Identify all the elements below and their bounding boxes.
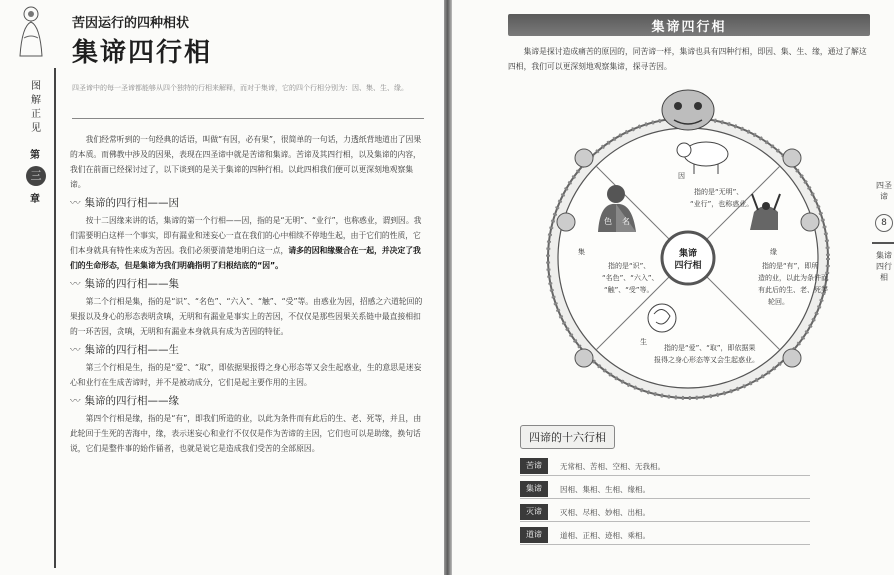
cloud-icon: 〰 xyxy=(70,395,81,407)
table-row xyxy=(520,457,810,476)
quadrant-name-yin: 因 xyxy=(678,172,685,180)
row-value: 灭相、尽相、妙相、出相。 xyxy=(560,507,650,517)
embryo-icon xyxy=(648,304,676,332)
row-key: 苦谛 xyxy=(520,458,548,474)
divider xyxy=(72,118,424,119)
section-text: 第二个行相是集，指的是“识”、“名色”、“六入”、“触”、“受”等。由惑业为因，招感之六道轮回的果报以及身心的形态表明贪嗔，无明和有漏业是事实上的苦因，不仅仅是那些因果关系链中最直接相扣的一环苦因，贪嗔，无明和有漏业本身就具有成为苦因的特征。 xyxy=(70,297,423,336)
section-heading xyxy=(70,394,426,409)
banner-title: 集谛四行相 xyxy=(651,20,727,35)
right-page xyxy=(452,0,894,575)
side-tab-label: 四圣谛 xyxy=(876,181,892,201)
chapter-suffix: 章 xyxy=(30,194,40,205)
quadrant-ji-text: “名色”、“六入”、 xyxy=(602,274,659,282)
rim-ornament xyxy=(783,149,801,167)
page-title: 集谛四行相 xyxy=(72,38,213,68)
center-label-1: 集谛 xyxy=(678,249,698,259)
side-tab-number: 8 xyxy=(875,214,893,232)
figure-label-ming: 名 xyxy=(622,217,630,226)
left-page xyxy=(0,0,444,575)
row-key: 灭谛 xyxy=(520,504,548,520)
rim-ornament xyxy=(575,149,593,167)
section-heading-text: 集谛的四行相——缘 xyxy=(84,395,179,407)
quadrant-sheng-text: 报得之身心形态等又会生起惑业。 xyxy=(654,356,759,364)
sixteen-aspects-table xyxy=(520,457,810,549)
body-text xyxy=(70,132,426,458)
quadrant-yuan-text: 指的是“有”，即所 xyxy=(762,262,819,270)
chapter-prefix: 第 xyxy=(30,150,40,161)
rim-ornament xyxy=(575,349,593,367)
quadrant-yuan-text: 造的业，以此为条件而 xyxy=(758,274,828,282)
quadrant-ji-text: 指的是“识”、 xyxy=(608,262,651,270)
quadrant-name-sheng: 生 xyxy=(640,338,647,346)
page-subtitle: 苦因运行的四种相状 xyxy=(72,16,190,31)
cloud-icon: 〰 xyxy=(70,278,81,290)
section-text xyxy=(70,213,426,273)
monk-figure-icon xyxy=(14,4,48,58)
section-heading-text: 集谛的四行相——集 xyxy=(84,278,179,290)
row-value: 因相、集相、生相、缘相。 xyxy=(560,484,650,494)
row-value: 无常相、苦相、空相、无我相。 xyxy=(560,461,665,471)
section-heading-text: 集谛的四行相——因 xyxy=(84,197,179,209)
left-sidebar-rule xyxy=(8,68,56,568)
cloud-icon: 〰 xyxy=(70,344,81,356)
four-aspects-wheel xyxy=(544,82,832,402)
quadrant-sheng-text: 指的是“爱”、“取”，即依据果 xyxy=(664,344,756,352)
row-value: 道相、正相、迹相、乘相。 xyxy=(560,530,650,540)
quadrant-ji-text: “触”、“受”等。 xyxy=(604,286,654,294)
quadrant-yin-text: “业行”，也称惑业。 xyxy=(690,200,754,208)
demon-head-icon xyxy=(662,90,714,130)
section-heading-text: 集谛的四行相——生 xyxy=(84,344,179,356)
quadrant-yuan-text: 轮回。 xyxy=(768,298,789,306)
quadrant-yuan-text: 有此后的生、老、死等 xyxy=(758,286,828,294)
rim-ornament xyxy=(783,349,801,367)
table-row xyxy=(520,503,810,522)
intro-text: 四圣谛中的每一圣谛都能够从四个独特的行相来解释，而对于集谛，它的四个行相分别为：因、集、生、缘。 xyxy=(72,84,408,92)
row-key: 集谛 xyxy=(520,481,548,497)
section-heading xyxy=(70,343,426,358)
row-key: 道谛 xyxy=(520,527,548,543)
quadrant-yin-text: 指的是“无明”、 xyxy=(694,188,744,196)
sixteen-aspects-title: 四谛的十六行相 xyxy=(520,425,615,449)
rim-ornament xyxy=(801,213,819,231)
quadrant-name-ji: 集 xyxy=(578,248,585,256)
chapter-number-badge: 三 xyxy=(26,166,46,186)
side-tab-rule xyxy=(872,242,894,244)
figure-label-se: 色 xyxy=(604,217,612,226)
quadrant-name-yuan: 缘 xyxy=(770,248,777,256)
section-heading xyxy=(70,196,426,211)
book-gutter xyxy=(444,0,452,575)
cloud-icon: 〰 xyxy=(70,197,81,209)
table-row xyxy=(520,480,810,499)
section-text-plain: 按十二因缘来讲的话，集谛的第一个行相——因，指的是“无明”、“业行”，也称惑业，谓到因。我们需要明白这样一个事实，即有漏业和迷妄心一直在我们的心中相续不停地生起，由于它们的性质，它们本身就具有特性来成为苦因。我们必须要清楚地明白这一点， xyxy=(70,216,422,255)
side-tab-sub: 集谛四行相 xyxy=(876,251,892,282)
paragraph: 我们经常听到的一句经典的话语，叫做“有因，必有果”，很简单的一句话，力透纸背地道出了因果的本质。而佛教中涉及的因果，表现在四圣谛中就是苦谛和集谛。苦谛及其四行相，以及集谛的内容，我们在前面已经探讨过了，以下谈到的是关于集谛的四种行相。以此四相我们便可以更深刻地观察集谛。 xyxy=(70,135,422,189)
center-label-2: 四行相 xyxy=(674,261,702,271)
right-intro-text: 集谛是探讨造成痛苦的原因的，同苦谛一样，集谛也具有四种行相，即因、集、生、缘，通过了解这四相，我们可以更深刻地观察集谛，探寻苦因。 xyxy=(508,47,867,71)
section-text-bold: 请多的因和缘聚合在一起，并决定了我们的生命形态，但是集谛为我们明确指明了归根结底的“因”。 xyxy=(70,246,421,270)
section-text: 第四个行相是缘，指的是“有”，即我们所造的业，以此为条件而有此后的生、老、死等，并且，由此轮回于生死的苦海中，缘，表示迷妄心和业行不仅仅是作为苦谛的主因，它们也可以是助缘，换句话说，它们是整件事的始作俑者，也就是说它是造成我们受苦的全部原因。 xyxy=(70,414,422,453)
section-banner xyxy=(508,14,870,36)
table-row xyxy=(520,526,810,545)
section-text: 第三个行相是生，指的是“爱”、“取”，即依据果报得之身心形态等又会生起惑业，生的意思是迷妄心和业行在生成苦谛时，并不是被动成分，它们是起主要作用的主因。 xyxy=(70,363,422,387)
sidebar-label: 图解正见 xyxy=(31,81,41,134)
rim-ornament xyxy=(557,213,575,231)
section-heading xyxy=(70,277,426,292)
